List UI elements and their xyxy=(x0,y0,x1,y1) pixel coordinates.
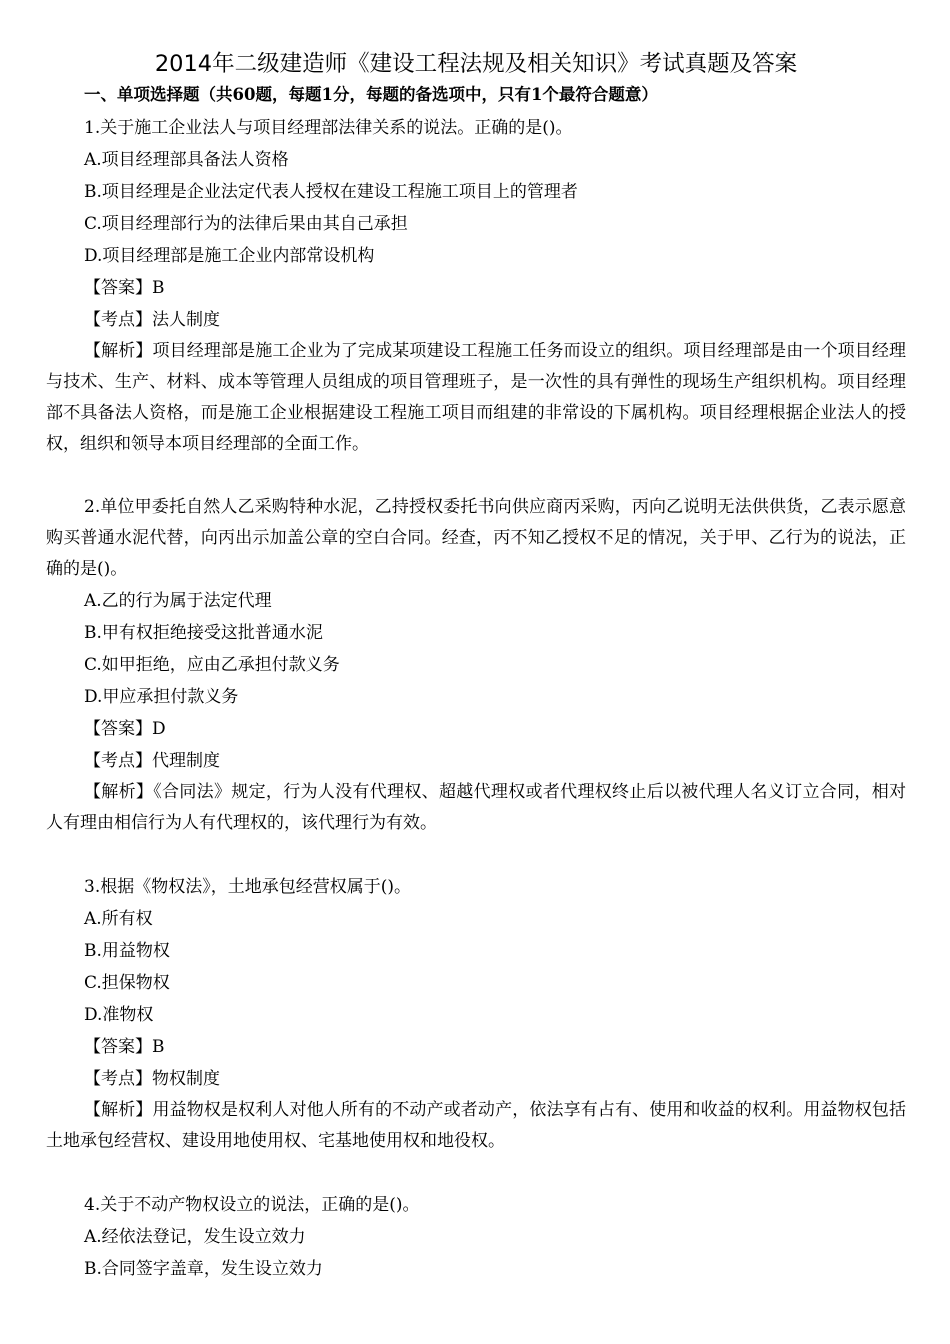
question-block xyxy=(46,1189,906,1285)
option-b: B.甲有权拒绝接受这批普通水泥 xyxy=(84,623,323,643)
option-a: A.经依法登记，发生设立效力 xyxy=(84,1227,306,1247)
question-stem: 4.关于不动产物权设立的说法，正确的是()。 xyxy=(84,1195,420,1215)
question-stem: 3.根据《物权法》，土地承包经营权属于()。 xyxy=(84,877,411,897)
question-block xyxy=(46,492,906,839)
section-heading: 一、单项选择题（共60题，每题1分，每题的备选项中，只有1个最符合题意） xyxy=(84,85,658,104)
option-d: D.项目经理部是施工企业内部常设机构 xyxy=(84,246,375,266)
exam-point: 【考点】物权制度 xyxy=(84,1069,220,1089)
answer: 【答案】D xyxy=(84,719,166,739)
exam-point: 【考点】法人制度 xyxy=(84,310,220,330)
question-stem: 1.关于施工企业法人与项目经理部法律关系的说法。正确的是()。 xyxy=(84,118,573,138)
option-a: A.乙的行为属于法定代理 xyxy=(84,591,272,611)
answer: 【答案】B xyxy=(84,278,165,298)
analysis: 【解析】用益物权是权利人对他人所有的不动产或者动产，依法享有占有、使用和收益的权利。用益物权包括土地承包经营权、建设用地使用权、宅基地使用权和地役权。 xyxy=(46,1100,906,1151)
question-block xyxy=(46,871,906,1157)
exam-point: 【考点】代理制度 xyxy=(84,751,220,771)
option-b: B.项目经理是企业法定代表人授权在建设工程施工项目上的管理者 xyxy=(84,182,578,202)
option-a: A.所有权 xyxy=(84,909,153,929)
option-d: D.准物权 xyxy=(84,1005,154,1025)
answer: 【答案】B xyxy=(84,1037,165,1057)
question-block xyxy=(46,112,906,460)
option-d: D.甲应承担付款义务 xyxy=(84,687,239,707)
option-b: B.合同签字盖章，发生设立效力 xyxy=(84,1259,323,1279)
option-c: C.项目经理部行为的法律后果由其自己承担 xyxy=(84,214,408,234)
question-stem: 2.单位甲委托自然人乙采购特种水泥，乙持授权委托书向供应商丙采购，丙向乙说明无法供供货，乙表示愿意购买普通水泥代替，向丙出示加盖公章的空白合同。经查，丙不知乙授权不足的情况，关于甲、乙行为的说法，正确的是()。 xyxy=(46,497,906,579)
analysis: 【解析】项目经理部是施工企业为了完成某项建设工程施工任务而设立的组织。项目经理部是由一个项目经理与技术、生产、材料、成本等管理人员组成的项目管理班子，是一次性的具有弹性的现场生产组织机构。项目经理部不具备法人资格，而是施工企业根据建设工程施工项目而组建的非常设的下属机构。项目经理根据企业法人的授权，组织和领导本项目经理部的全面工作。 xyxy=(46,341,906,454)
analysis: 【解析】《合同法》规定，行为人没有代理权、超越代理权或者代理权终止后以被代理人名义订立合同，相对人有理由相信行为人有代理权的，该代理行为有效。 xyxy=(46,782,906,833)
option-c: C.担保物权 xyxy=(84,973,170,993)
option-c: C.如甲拒绝，应由乙承担付款义务 xyxy=(84,655,340,675)
spacer xyxy=(46,1157,906,1189)
option-a: A.项目经理部具备法人资格 xyxy=(84,150,289,170)
option-b: B.用益物权 xyxy=(84,941,170,961)
spacer xyxy=(46,460,906,492)
spacer xyxy=(46,839,906,871)
document-title: 2014年二级建造师《建设工程法规及相关知识》考试真题及答案 xyxy=(154,51,798,77)
